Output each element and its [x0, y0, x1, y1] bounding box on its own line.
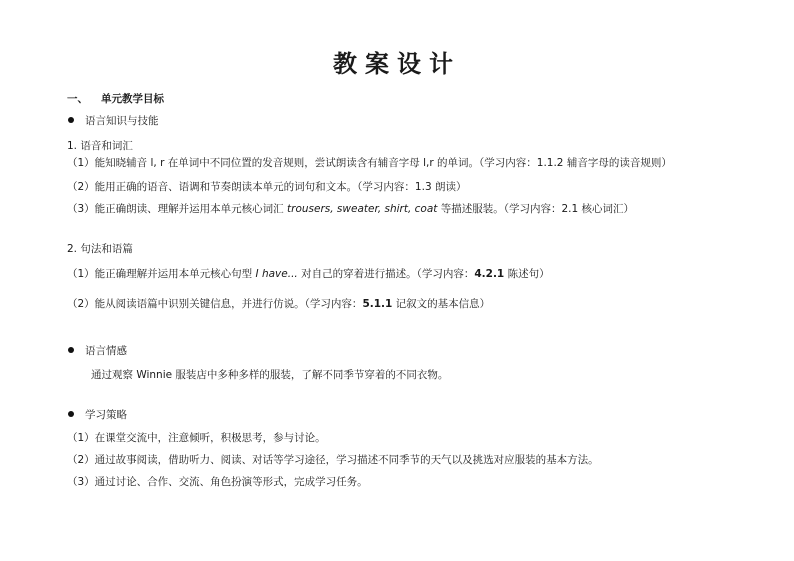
- bullet-learning-strategy: [68, 408, 127, 422]
- item-text: （1）能正确理解并运用本单元核心句型: [67, 268, 256, 280]
- list-item: [67, 202, 634, 216]
- bullet-dot-icon: [68, 117, 74, 123]
- list-item: （2）通过故事阅读，借助听力、阅读、对话等学习途径，学习描述不同季节的天气以及挑选对应服装的基本方法。: [67, 454, 599, 466]
- list-item: [67, 297, 490, 311]
- item-bold-text: 4.2.1: [474, 268, 505, 280]
- list-item: （2）能用正确的语音、语调和节奏朗读本单元的词句和文本。（学习内容：1.3 朗读）: [67, 181, 467, 193]
- item-text: 陈述句）: [504, 268, 550, 280]
- bullet-language-knowledge: [68, 114, 159, 128]
- subheading-syntax-discourse: 2. 句法和语篇: [67, 243, 133, 255]
- section-heading: [67, 92, 164, 106]
- item-italic-text: I have...: [255, 268, 298, 280]
- list-item: （3）通过讨论、合作、交流、角色扮演等形式，完成学习任务。: [67, 476, 368, 488]
- bullet-dot-icon: [68, 347, 74, 353]
- bullet-label: 学习策略: [85, 409, 127, 421]
- list-item: （1）在课堂交流中，注意倾听，积极思考，参与讨论。: [67, 432, 326, 444]
- item-text: （3）能正确朗读、理解并运用本单元核心词汇: [67, 203, 288, 215]
- bullet-label: 语言情感: [85, 345, 127, 357]
- item-italic-text: trousers, sweater, shirt, coat: [287, 203, 438, 215]
- bullet-language-emotion: [68, 344, 127, 358]
- item-text: 等描述服装。（学习内容：2.1 核心词汇）: [437, 203, 635, 215]
- item-text: 记叙文的基本信息）: [392, 298, 491, 310]
- item-bold-text: 5.1.1: [362, 298, 393, 310]
- page-title: 教案设计: [333, 50, 461, 78]
- bullet-dot-icon: [68, 411, 74, 417]
- item-text: （2）能从阅读语篇中识别关键信息，并进行仿说。（学习内容：: [67, 298, 363, 310]
- item-text: 对自己的穿着进行描述。（学习内容：: [297, 268, 475, 280]
- subheading-phonics-vocabulary: 1. 语音和词汇: [67, 140, 133, 152]
- list-item: [67, 267, 550, 281]
- section-label: 单元教学目标: [101, 93, 164, 105]
- bullet-label: 语言知识与技能: [85, 115, 159, 127]
- section-number: 一、: [67, 93, 88, 105]
- paragraph: 通过观察 Winnie 服装店中多种多样的服装，了解不同季节穿着的不同衣物。: [91, 369, 449, 381]
- list-item: （1）能知晓辅音 l, r 在单词中不同位置的发音规则，尝试朗读含有辅音字母 l,r 的单词。（学习内容：1.1.2 辅音字母的读音规则）: [67, 157, 672, 169]
